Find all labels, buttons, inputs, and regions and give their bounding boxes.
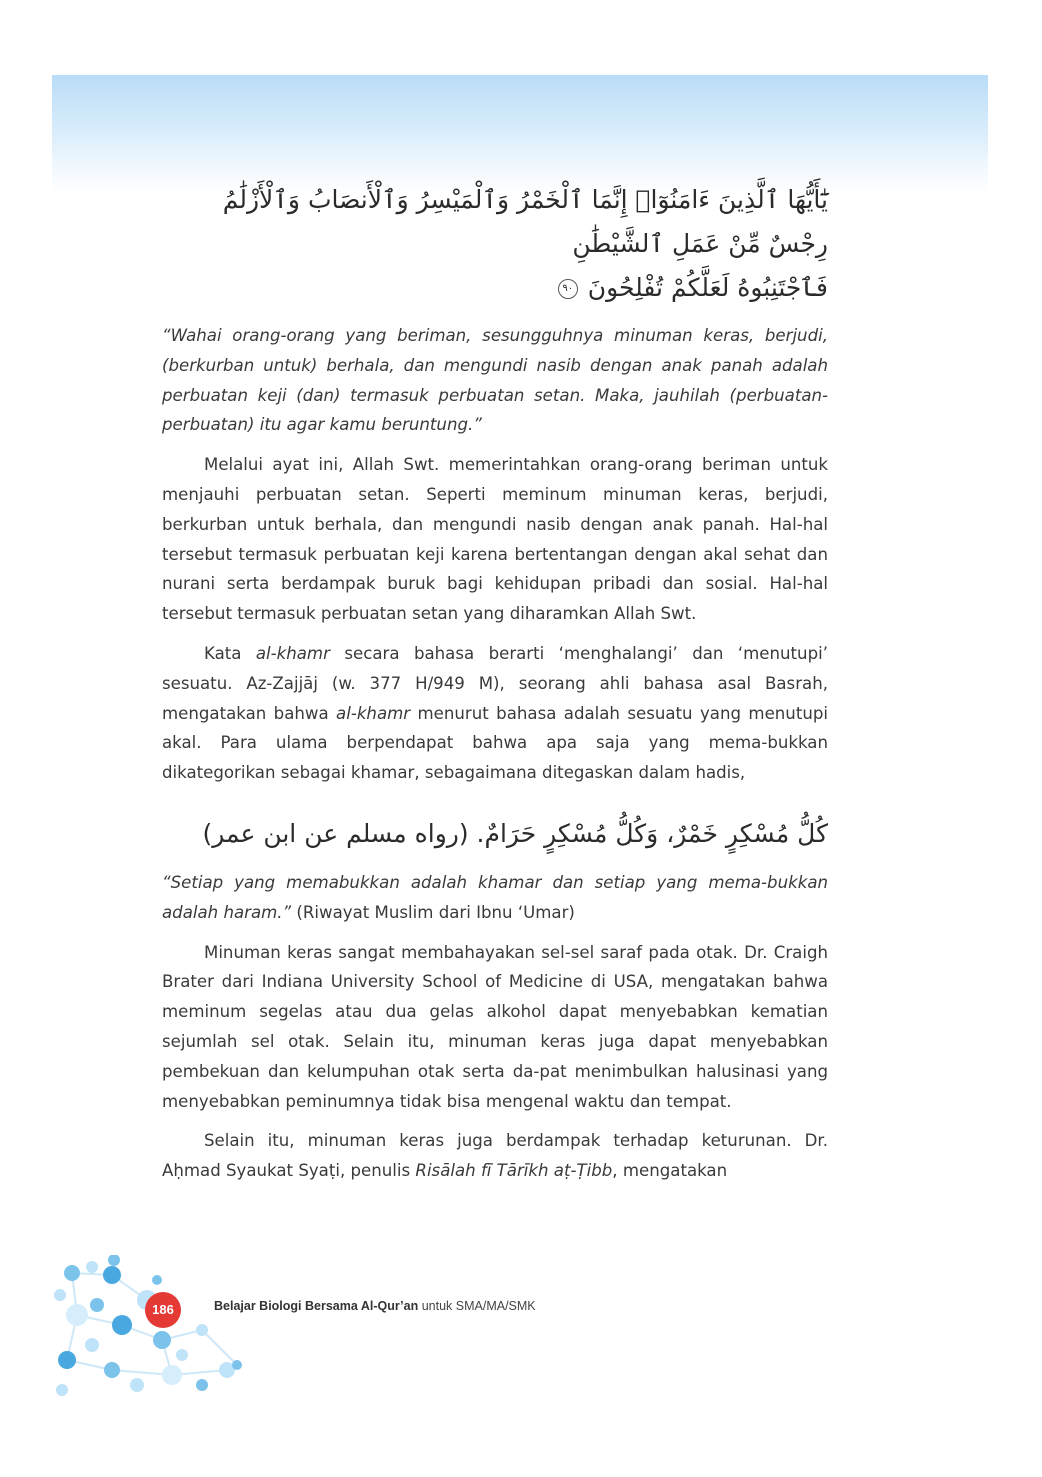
term-al-khamr-2: al-khamr — [336, 703, 411, 723]
running-footer — [214, 1299, 536, 1313]
paragraph-2-text-c: menurut bahasa adalah sesuatu yang menutupi akal. Para ulama berpendapat bahwa apa saja yang mema-bukkan dikategorikan sebagai khamar, sebagaimana ditegaskan dalam hadis, — [162, 703, 828, 783]
quran-verse-line-2-text: فَٱجْتَنِبُوهُ لَعَلَّكُمْ تُفْلِحُونَ — [587, 273, 828, 302]
footer-book-title: Belajar Biologi Bersama Al-Qur’an — [214, 1299, 419, 1313]
paragraph-3: Minuman keras sangat membahayakan sel-sel saraf pada otak. Dr. Craigh Brater dari Indiana University School of Medicine di USA, mengatakan bahwa meminum segelas atau dua gelas alkohol dapat menyebabkan kematian sejumlah sel otak. Selain itu, minuman keras juga dapat menyebabkan pembekuan dan kelumpuhan otak serta da-pat menimbulkan halusinasi yang menyebabkan peminumnya tidak bisa mengenal waktu dan tempat. — [162, 942, 828, 1111]
hadith-arabic: كُلُّ مُسْكِرٍ خَمْرٌ، وَكُلُّ مُسْكِرٍ حَرَامٌ. (رواه مسلم عن ابن عمر) — [202, 818, 828, 848]
page-content — [162, 178, 828, 1186]
verse-number-mark: ٩٠ — [558, 279, 578, 299]
term-al-khamr-1: al-khamr — [255, 643, 330, 663]
paragraph-1: Melalui ayat ini, Allah Swt. memerintahkan orang-orang beriman untuk menjauhi perbuatan setan. Seperti meminum minuman keras, berjudi, berkurban untuk berhala, dan mengundi nasib dengan anak panah. Hal-hal tersebut termasuk perbuatan keji karena bertentangan dengan akal sehat dan nurani serta berdampak buruk bagi kehidupan pribadi dan sosial. Hal-hal tersebut termasuk perbuatan setan yang diharamkan Allah Swt. — [162, 455, 828, 624]
quran-verse-line-1: يَٰٓأَيُّهَا ٱلَّذِينَ ءَامَنُوٓا۟ إِنَّمَا ٱلْخَمْرُ وَٱلْمَيْسِرُ وَٱلْأَنصَابُ وَٱلْأَزْلَٰمُ رِجْسٌ مِّنْ عَمَلِ ٱلشَّيْطَٰنِ — [222, 185, 828, 258]
book-title-risalah: Risālah fī Tārīkh aṭ-Ṭibb — [415, 1161, 613, 1181]
paragraph-4-text-b: , mengatakan — [612, 1161, 728, 1181]
page-number-badge: 186 — [145, 1292, 181, 1328]
paragraph-2 — [162, 639, 828, 788]
header-band — [52, 75, 988, 195]
molecule-decoration — [52, 1255, 352, 1405]
hadith-translation — [162, 868, 828, 928]
paragraph-4 — [162, 1126, 828, 1186]
hadith-source: (Riwayat Muslim dari Ibnu ‘Umar) — [291, 902, 575, 922]
paragraph-4-text-a: Selain itu, minuman keras juga berdampak terhadap keturunan. Dr. Aḥmad Syaukat Syaṭi, penulis — [162, 1131, 828, 1181]
hadith-translation-quote: “Setiap yang memabukkan adalah khamar dan setiap yang mema-bukkan adalah haram.” — [162, 872, 828, 922]
footer-suffix: untuk SMA/MA/SMK — [418, 1299, 536, 1313]
quran-verse — [162, 178, 828, 310]
paragraph-2-text-b: secara bahasa berarti ‘menghalangi’ dan ‘menutupi’ sesuatu. Az-Zajjāj (w. 377 H/949 M), seorang ahli bahasa asal Basrah, mengatakan bahwa — [162, 643, 828, 723]
verse-translation: “Wahai orang-orang yang beriman, sesungguhnya minuman keras, berjudi, (berkurban untuk) berhala, dan mengundi nasib dengan anak panah adalah perbuatan keji (dan) termasuk perbuatan setan. Maka, jauhilah (perbuatan-perbuatan) itu agar kamu beruntung.” — [162, 326, 828, 435]
quran-verse-line-2 — [162, 266, 828, 310]
molecule-nodes — [54, 1255, 242, 1396]
paragraph-2-text-a: Kata — [204, 643, 256, 663]
